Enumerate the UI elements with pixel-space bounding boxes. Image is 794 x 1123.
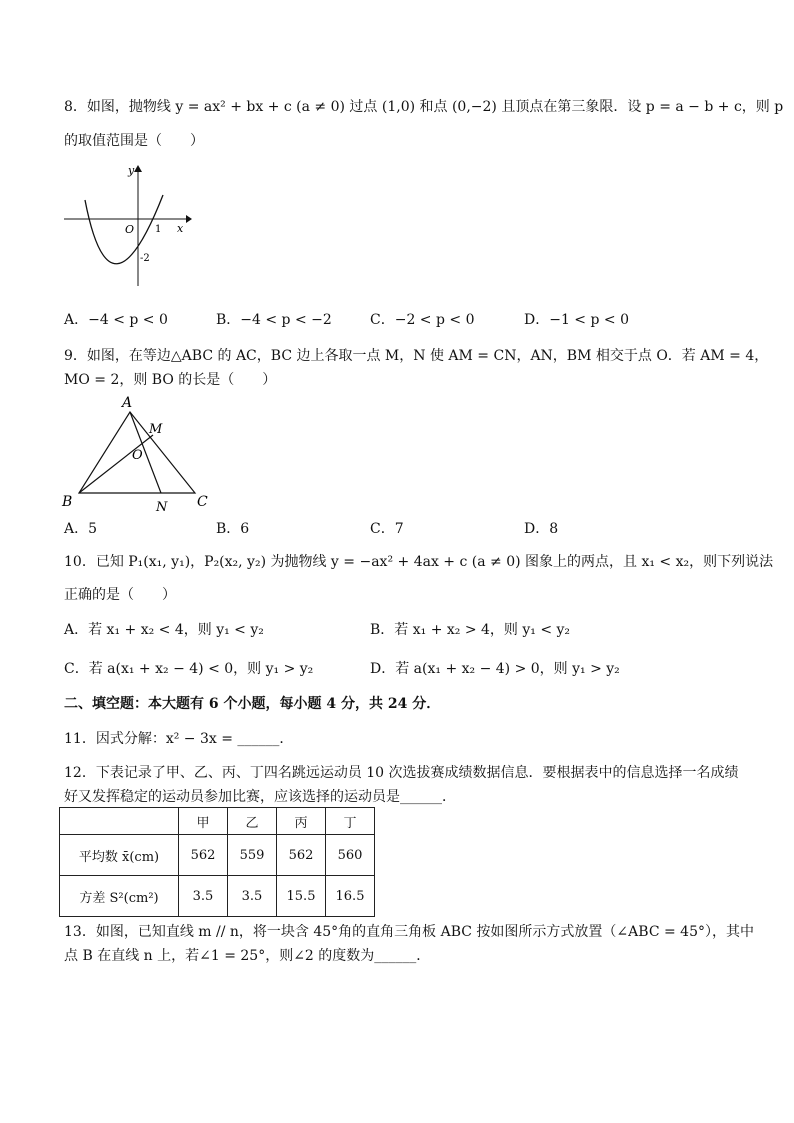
q9-triangle-figure — [58, 390, 218, 516]
table-header-row — [60, 808, 375, 835]
q10-option-c[interactable]: C．若 a(x₁ + x₂ − 4) < 0，则 y₁ > y₂ — [64, 661, 314, 677]
q9-option-b[interactable]: B．6 — [216, 521, 250, 537]
q8-parabola-figure — [58, 160, 194, 292]
table-cell: 562 — [277, 835, 326, 876]
axis-label-y: y — [128, 164, 135, 177]
q13-stem-line1: 13．如图，已知直线 m // n，将一块含 45°角的直角三角板 ABC 按如图所示方式放置（∠ABC = 45°），其中 — [64, 924, 754, 940]
q13-stem-line2: 点 B 在直线 n 上，若∠1 = 25°，则∠2 的度数为______． — [64, 948, 431, 964]
q10-option-d[interactable]: D．若 a(x₁ + x₂ − 4) > 0，则 y₁ > y₂ — [370, 661, 620, 677]
q8-option-c[interactable]: C．−2 < p < 0 — [370, 312, 475, 328]
q8-stem-line2: 的取值范围是（ ） — [64, 133, 204, 149]
q8-option-d[interactable]: D．−1 < p < 0 — [524, 312, 629, 328]
q9-stem-line1: 9．如图，在等边△ABC 的 AC，BC 边上各取一点 M，N 使 AM = CN，AN，BM 相交于点 O．若 AM = 4， — [64, 348, 769, 364]
table-cell: 16.5 — [326, 876, 375, 917]
q9-option-a[interactable]: A．5 — [64, 521, 98, 537]
label-c: C — [197, 494, 208, 510]
q12-score-table — [59, 807, 375, 917]
q9-option-d[interactable]: D．8 — [524, 521, 559, 537]
axis-label-x: x — [177, 222, 184, 235]
label-o: O — [132, 448, 143, 463]
q12-stem-line1: 12．下表记录了甲、乙、丙、丁四名跳远运动员 10 次选拔赛成绩数据信息．要根据表中的信息选择一名成绩 — [64, 765, 739, 781]
table-cell: 3.5 — [228, 876, 277, 917]
tick-label-neg2: -2 — [140, 253, 150, 264]
q10-stem-line2: 正确的是（ ） — [64, 587, 176, 603]
q10-option-a[interactable]: A．若 x₁ + x₂ < 4，则 y₁ < y₂ — [64, 622, 264, 638]
table-row-label: 平均数 x̄(cm) — [60, 835, 179, 876]
table-header-cell: 丙 — [277, 808, 326, 835]
q8-stem-line1: 8．如图，抛物线 y = ax² + bx + c (a ≠ 0) 过点 (1,0) 和点 (0,−2) 且顶点在第三象限．设 p = a − b + c，则 p — [64, 99, 784, 115]
label-b: B — [62, 494, 73, 510]
table-row-mean — [60, 835, 375, 876]
origin-label: O — [125, 223, 135, 236]
label-n: N — [156, 500, 168, 515]
q9-option-c[interactable]: C．7 — [370, 521, 404, 537]
label-m: M — [149, 422, 163, 437]
table-header-cell: 丁 — [326, 808, 375, 835]
q12-stem-line2: 好又发挥稳定的运动员参加比赛，应该选择的运动员是______． — [64, 789, 456, 805]
section-heading-fill-blank: 二、填空题：本大题有 6 个小题，每小题 4 分，共 24 分． — [64, 696, 441, 712]
y-axis-arrow — [134, 165, 142, 172]
table-cell: 559 — [228, 835, 277, 876]
table-cell: 15.5 — [277, 876, 326, 917]
table-cell: 560 — [326, 835, 375, 876]
q8-option-b[interactable]: B．−4 < p < −2 — [216, 312, 332, 328]
table-cell: 562 — [179, 835, 228, 876]
table-header-cell — [60, 808, 179, 835]
table-header-cell: 甲 — [179, 808, 228, 835]
table-row-label: 方差 S²(cm²) — [60, 876, 179, 917]
q10-stem-line1: 10．已知 P₁(x₁, y₁)，P₂(x₂, y₂) 为抛物线 y = −ax² + 4ax + c (a ≠ 0) 图象上的两点，且 x₁ < x₂，则下列说法 — [64, 554, 774, 570]
table-header-cell: 乙 — [228, 808, 277, 835]
q11-stem: 11．因式分解：x² − 3x = ______． — [64, 731, 294, 747]
x-axis-arrow — [186, 215, 192, 223]
q8-option-a[interactable]: A．−4 < p < 0 — [64, 312, 168, 328]
tick-label-1: 1 — [155, 224, 162, 235]
table-row-variance — [60, 876, 375, 917]
q9-stem-line2: MO = 2，则 BO 的长是（ ） — [64, 372, 277, 388]
table-cell: 3.5 — [179, 876, 228, 917]
q10-option-b[interactable]: B．若 x₁ + x₂ > 4，则 y₁ < y₂ — [370, 622, 571, 638]
parabola-curve — [85, 195, 163, 264]
label-a: A — [122, 395, 133, 411]
